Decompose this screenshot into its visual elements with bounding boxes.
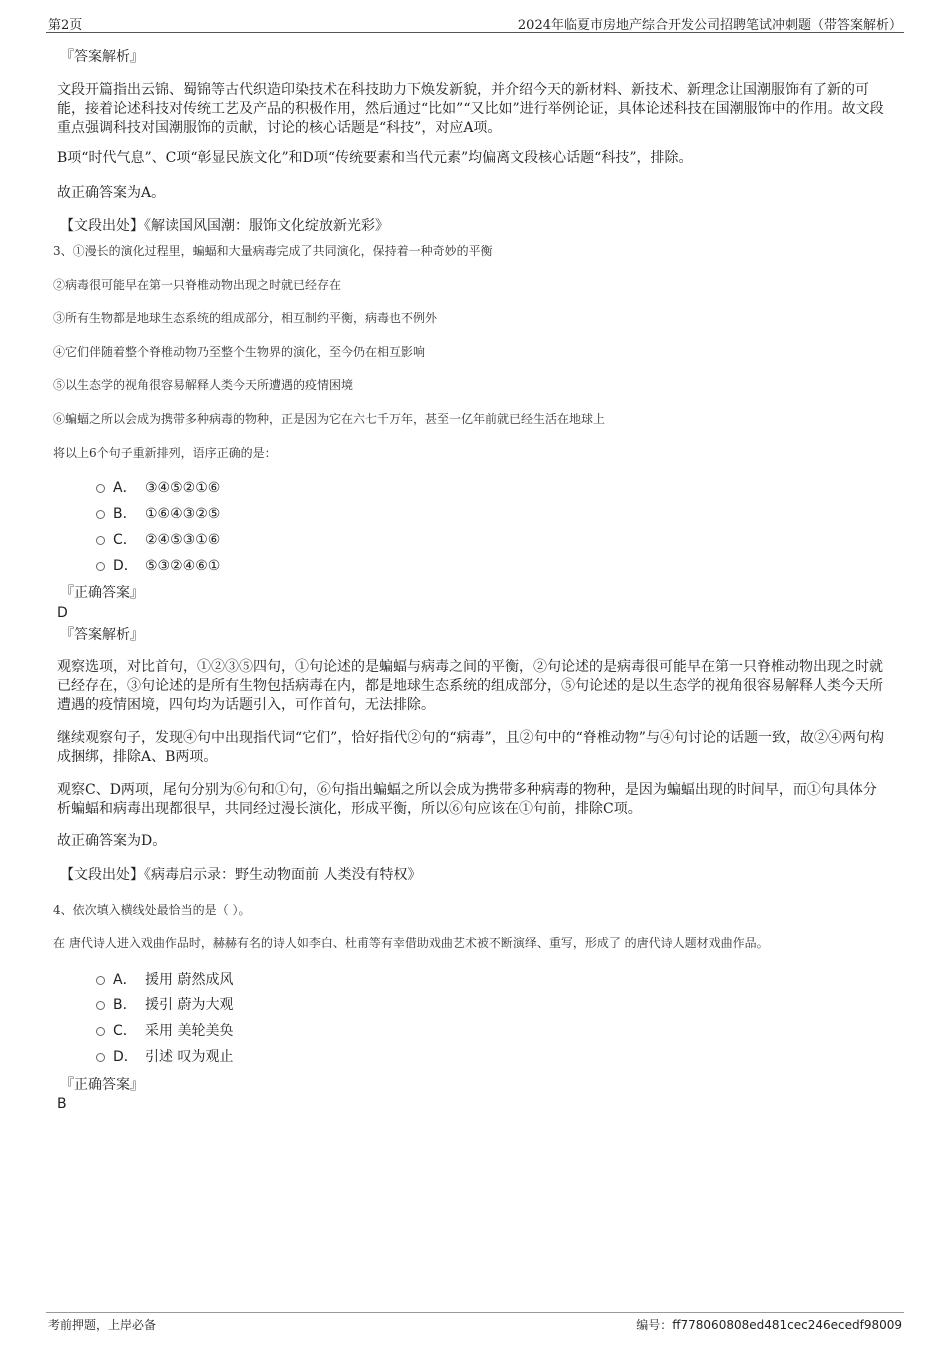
- option-letter: C．: [113, 1023, 137, 1039]
- option-text: 援引 蔚为大观: [145, 997, 234, 1013]
- option-a[interactable]: [96, 478, 220, 498]
- option-letter: D．: [113, 1049, 138, 1065]
- option-d[interactable]: [96, 556, 220, 576]
- analysis-paragraph: 观察C、D两项，尾句分别为⑥句和①句，⑥句指出蝙蝠之所以会成为携带多种病毒的物种，是因为蝙蝠出现的时间早，而①句具体分析蝙蝠和病毒出现都很早，共同经过漫长演化，形成平衡，所以⑥句应该在①句前，排除C项。: [57, 782, 877, 817]
- page-footer: [46, 1312, 904, 1335]
- option-c[interactable]: [96, 1021, 233, 1041]
- analysis-paragraph: B项“时代气息”、C项“彰显民族文化”和D项“传统要素和当代元素”均偏离文段核心话题“科技”，排除。: [57, 150, 693, 166]
- option-text: ①⑥④③②⑤: [145, 506, 221, 522]
- analysis-paragraph: 文段开篇指出云锦、蜀锦等古代织造印染技术在科技助力下焕发新貌，并介绍今天的新材料、新技术、新理念让国潮服饰有了新的可能，接着论述科技对传统工艺及产品的积极作用，然后通过“比如”“又比如”进行举例论证，具体论述科技在国潮服饰中的作用。故文段重点强调科技对国潮服饰的贡献，讨论的核心话题是“科技”，对应A项。: [57, 82, 884, 136]
- analysis-paragraph: 故正确答案为A。: [57, 185, 166, 201]
- option-b[interactable]: [96, 995, 233, 1015]
- option-text: 援用 蔚然成风: [145, 972, 234, 988]
- radio-button[interactable]: [96, 562, 105, 571]
- option-letter: B．: [113, 997, 137, 1013]
- option-c[interactable]: [96, 530, 220, 550]
- option-text: ②④⑤③①⑥: [145, 532, 221, 548]
- option-text: ⑤③②④⑥①: [145, 558, 221, 574]
- question-passage: 在 唐代诗人进入戏曲作品时，赫赫有名的诗人如李白、杜甫等有幸借助戏曲艺术被不断演绎、重写，形成了 的唐代诗人题材戏曲作品。: [53, 936, 769, 950]
- question-sentence: ⑤以生态学的视角很容易解释人类今天所遭遇的疫情困境: [53, 378, 354, 392]
- option-d[interactable]: [96, 1047, 233, 1067]
- page-number-label: 第2页: [48, 18, 83, 33]
- radio-button[interactable]: [96, 484, 105, 493]
- radio-button[interactable]: [96, 1053, 105, 1062]
- analysis-label: 『答案解析』: [60, 627, 144, 643]
- question-stem: 4、依次填入横线处最恰当的是（ ）。: [53, 903, 251, 917]
- option-letter: A．: [113, 480, 137, 496]
- radio-button[interactable]: [96, 1027, 105, 1036]
- question-sentence: ⑥蝙蝠之所以会成为携带多种病毒的物种，正是因为它在六七千万年，甚至一亿年前就已经生活在地球上: [53, 412, 606, 426]
- page-header: [46, 12, 904, 33]
- radio-button[interactable]: [96, 976, 105, 985]
- option-a[interactable]: [96, 970, 233, 990]
- correct-answer-label: 『正确答案』: [60, 1077, 144, 1093]
- analysis-paragraph: 观察选项，对比首句，①②③⑤四句，①句论述的是蝙蝠与病毒之间的平衡，②句论述的是病毒很可能早在第一只脊椎动物出现之时就已经存在，③句论述的是所有生物包括病毒在内，都是地球生态系统的组成部分，⑤句论述的是以生态学的视角很容易解释人类今天所遭遇的疫情困境，四句均为话题引入，可作首句，无法排除。: [57, 659, 883, 713]
- question-sentence: ②病毒很可能早在第一只脊椎动物出现之时就已经存在: [53, 278, 342, 292]
- option-letter: C．: [113, 532, 137, 548]
- footer-slogan: 考前押题，上岸必备: [48, 1318, 157, 1332]
- option-b[interactable]: [96, 504, 220, 524]
- radio-button[interactable]: [96, 536, 105, 545]
- analysis-paragraph: 继续观察句子，发现④句中出现指代词“它们”，恰好指代②句的“病毒”，且②句中的“脊椎动物”与④句讨论的话题一致，故②④两句构成捆绑，排除A、B两项。: [57, 730, 884, 765]
- analysis-label: 『答案解析』: [60, 49, 144, 65]
- passage-source: 【文段出处】《解读国风国潮：服饰文化绽放新光彩》: [60, 218, 389, 234]
- option-text: 采用 美轮美奂: [145, 1023, 234, 1039]
- option-text: ③④⑤②①⑥: [145, 480, 221, 496]
- document-title: 2024年临夏市房地产综合开发公司招聘笔试冲刺题（带答案解析）: [517, 18, 902, 33]
- document-code: 编号：ff778060808ed481cec246ecedf98009: [636, 1318, 902, 1332]
- passage-source: 【文段出处】《病毒启示录：野生动物面前 人类没有特权》: [60, 867, 422, 883]
- analysis-paragraph: 故正确答案为D。: [57, 833, 167, 849]
- question-sentence: 3、①漫长的演化过程里，蝙蝠和大量病毒完成了共同演化，保持着一种奇妙的平衡: [53, 244, 493, 258]
- option-letter: A．: [113, 972, 137, 988]
- question-sentence: ③所有生物都是地球生态系统的组成部分，相互制约平衡，病毒也不例外: [53, 311, 438, 325]
- correct-answer: B: [57, 1096, 67, 1112]
- radio-button[interactable]: [96, 510, 105, 519]
- option-text: 引述 叹为观止: [145, 1049, 234, 1065]
- correct-answer: D: [57, 605, 68, 621]
- option-letter: B．: [113, 506, 137, 522]
- option-letter: D．: [113, 558, 138, 574]
- question-prompt: 将以上6个句子重新排列，语序正确的是：: [53, 446, 277, 460]
- radio-button[interactable]: [96, 1001, 105, 1010]
- correct-answer-label: 『正确答案』: [60, 585, 144, 601]
- question-sentence: ④它们伴随着整个脊椎动物乃至整个生物界的演化，至今仍在相互影响: [53, 345, 426, 359]
